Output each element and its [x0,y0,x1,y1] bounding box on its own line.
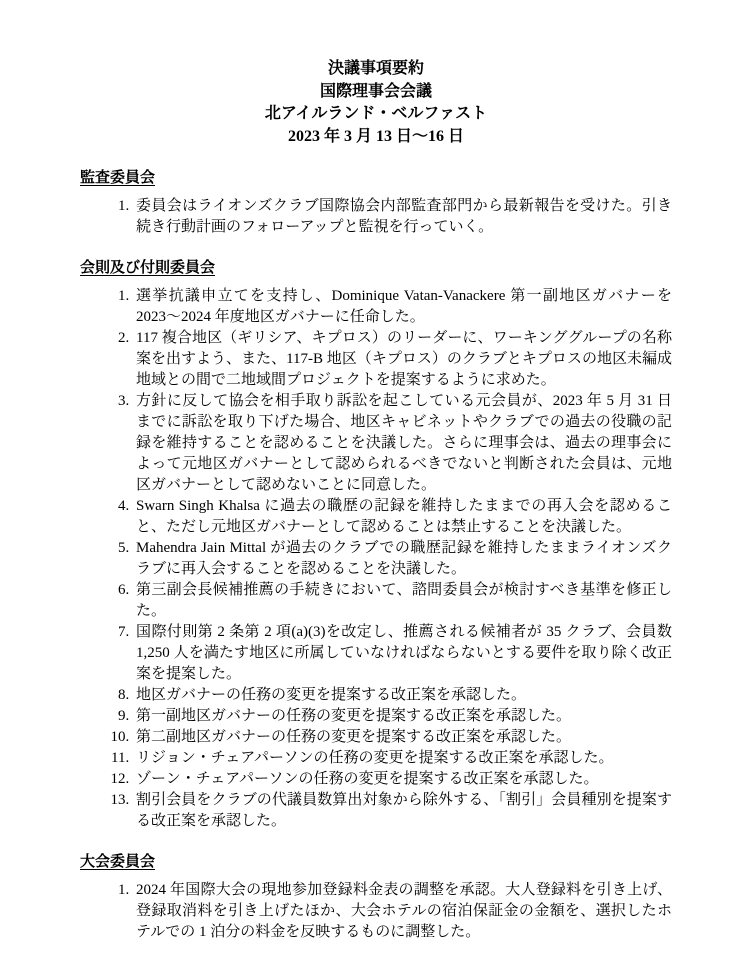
resolution-list [80,286,672,832]
resolution-item: 9. 第一副地区ガバナーの任務の変更を提案する改正案を承認した。 [133,706,672,727]
section-heading: 監査委員会 [80,170,156,186]
committee-section [80,258,672,832]
resolution-list [80,880,672,943]
committee-section [80,168,672,238]
resolution-item: 6. 第三副会長候補推薦の手続きにおいて、諮問委員会が検討すべき基準を修正した。 [133,580,672,622]
resolution-item: 2. 117 複合地区（ギリシア、キプロス）のリーダーに、ワーキンググループの名称案を出すよう、また、117-B 地区（キプロス）のクラブとキプロスの地区未編成地域との間で二地域間プロジェクトを提案するように求めた。 [133,328,672,391]
resolution-item: 1. 選挙抗議申立てを支持し、Dominique Vatan-Vanackere 第一副地区ガバナーを 2023～2024 年度地区ガバナーに任命した。 [133,286,672,328]
committee-section [80,852,672,943]
resolution-item: 11. リジョン・チェアパーソンの任務の変更を提案する改正案を承認した。 [133,748,672,769]
resolution-item: 3. 方針に反して協会を相手取り訴訟を起こしている元会員が、2023 年 5 月 31 日までに訴訟を取り下げた場合、地区キャビネットやクラブでの過去の役職の記録を維持することを認めることを決議した。さらに理事会は、過去の理事会によって元地区ガバナーとして認められるべきでないと判断された会員は、元地区ガバナーとして認めないことに同意した。 [133,391,672,496]
resolution-item: 1. 2024 年国際大会の現地参加登録料金表の調整を承認。大人登録料を引き上げ、登録取消料を引き上げたほか、大会ホテルの宿泊保証金の金額を、選択したホテルでの 1 泊分の料金を反映するものに調整した。 [133,880,672,943]
document-subtitle-dates: 2023 年 3 月 13 日～16 日 [287,127,464,145]
section-heading: 大会委員会 [80,854,156,870]
resolution-item: 10. 第二副地区ガバナーの任務の変更を提案する改正案を承認した。 [133,727,672,748]
resolution-item: 8. 地区ガバナーの任務の変更を提案する改正案を承認した。 [133,685,672,706]
resolution-item: 1. 委員会はライオンズクラブ国際協会内部監査部門から最新報告を受けた。引き続き行動計画のフォローアップと監視を行っていく。 [133,196,672,238]
resolution-list [80,196,672,238]
document-subtitle-meeting: 国際理事会会議 [319,82,432,100]
section-heading: 会則及び付則委員会 [80,260,216,276]
resolution-item: 13. 割引会員をクラブの代議員数算出対象から除外する、「割引」会員種別を提案する改正案を承認した。 [133,790,672,832]
resolution-item: 12. ゾーン・チェアパーソンの任務の変更を提案する改正案を承認した。 [133,769,672,790]
document-title-block [80,58,672,148]
resolution-item: 4. Swarn Singh Khalsa に過去の職歴の記録を維持したままでの再入会を認めること、ただし元地区ガバナーとして認めることは禁止することを決議した。 [133,496,672,538]
resolution-item: 5. Mahendra Jain Mittal が過去のクラブでの職歴記録を維持したままライオンズクラブに再入会することを認めることを決議した。 [133,538,672,580]
sections-container [80,168,672,943]
document-title: 決議事項要約 [327,60,424,77]
resolution-item: 7. 国際付則第 2 条第 2 項(a)(3)を改定し、推薦される候補者が 35 クラブ、会員数 1,250 人を満たす地区に所属していなければならないとする要件を取り除く改正案を提案した。 [133,622,672,685]
document-subtitle-location: 北アイルランド・ベルファスト [264,105,488,122]
